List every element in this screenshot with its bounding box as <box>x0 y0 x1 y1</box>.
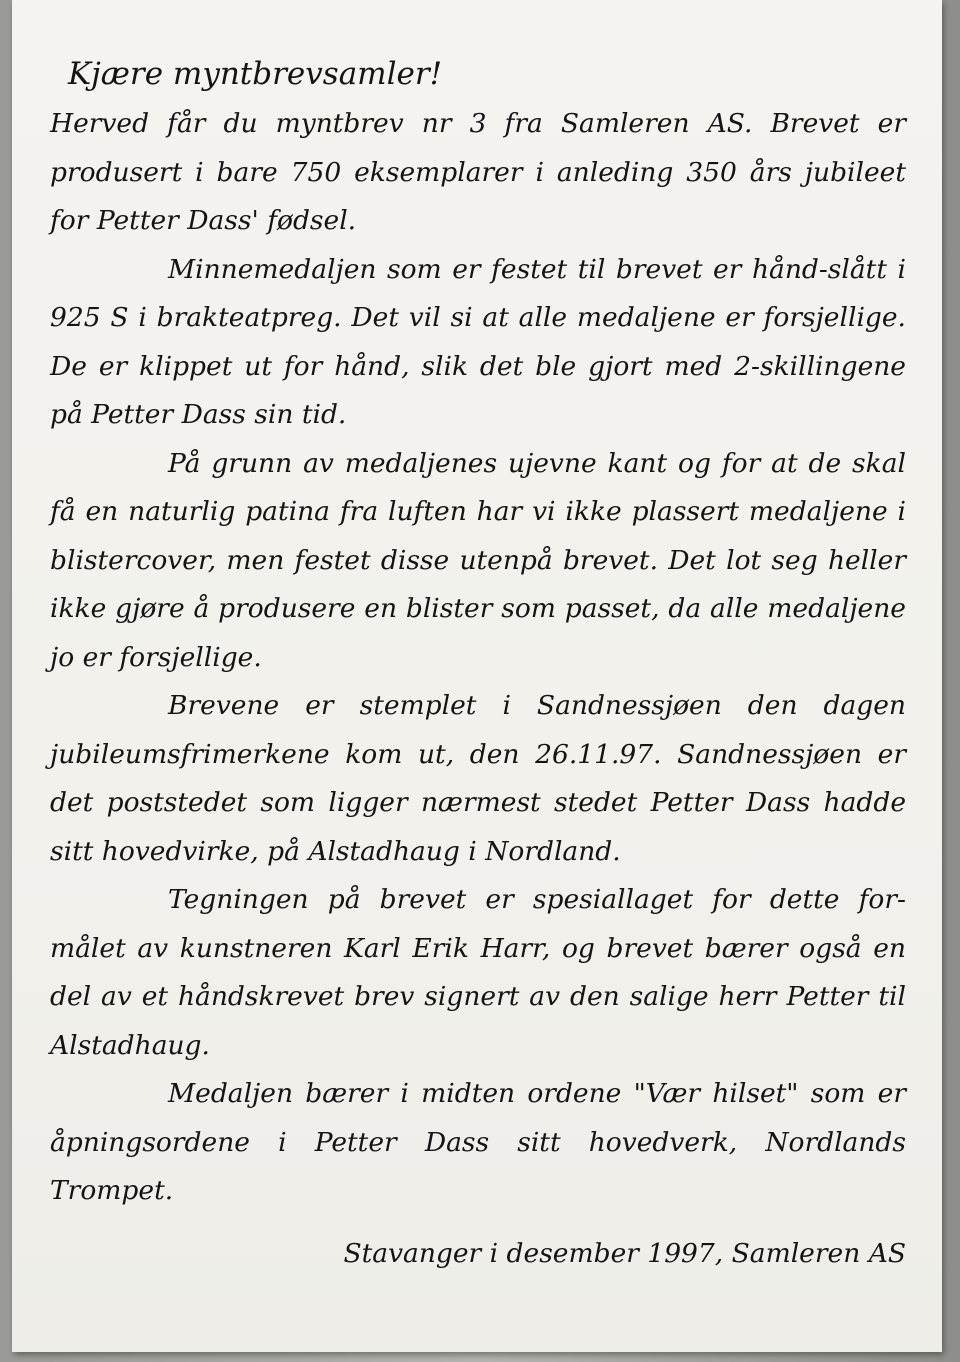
paragraph-inscription: Medaljen bærer i midten ordene "Vær hilset" som er åpningsordene i Petter Dass sitt hovedverk, Nordlands Trompet. <box>50 1078 906 1206</box>
letter-body <box>50 50 906 1278</box>
paragraph-intro: Herved får du myntbrev nr 3 fra Samleren AS. Brevet er produsert i bare 750 eksemplarer i anleding 350 års jubileet for Petter Dass' fødsel. <box>50 108 906 236</box>
paragraph-patina: På grunn av medaljenes ujevne kant og for at de skal få en naturlig patina fra luften har vi ikke plassert medaljene i blistercover, men festet disse utenpå brevet. Det lot seg heller ikke gjøre å produsere en blister som passet, da alle medaljene jo er forsjellige. <box>50 447 906 673</box>
signature-line: Stavanger i desember 1997, Samleren AS <box>343 1237 906 1269</box>
paragraph-drawing: Tegningen på brevet er spesiallaget for dette for-målet av kunstneren Karl Erik Harr, og brevet bærer også en del av et håndskrevet brev signert av den salige herr Petter til Alstadhaug. <box>50 884 906 1061</box>
greeting: Kjære myntbrevsamler! <box>68 56 443 92</box>
letter-sheet <box>12 0 942 1352</box>
paragraph-medal: Minnemedaljen som er festet til brevet er hånd-slått i 925 S i brakteatpreg. Det vil si at alle medaljene er forsjellige. De er klippet ut for hånd, slik det ble gjort med 2-skillingene på Petter Dass sin tid. <box>50 253 906 430</box>
paragraph-stamp: Brevene er stemplet i Sandnessjøen den dagen jubileumsfrimerkene kom ut, den 26.11.97. Sandnessjøen er det poststedet som ligger nærmest stedet Petter Dass hadde sitt hovedvirke, på Alstadhaug i Nordland. <box>50 690 906 867</box>
